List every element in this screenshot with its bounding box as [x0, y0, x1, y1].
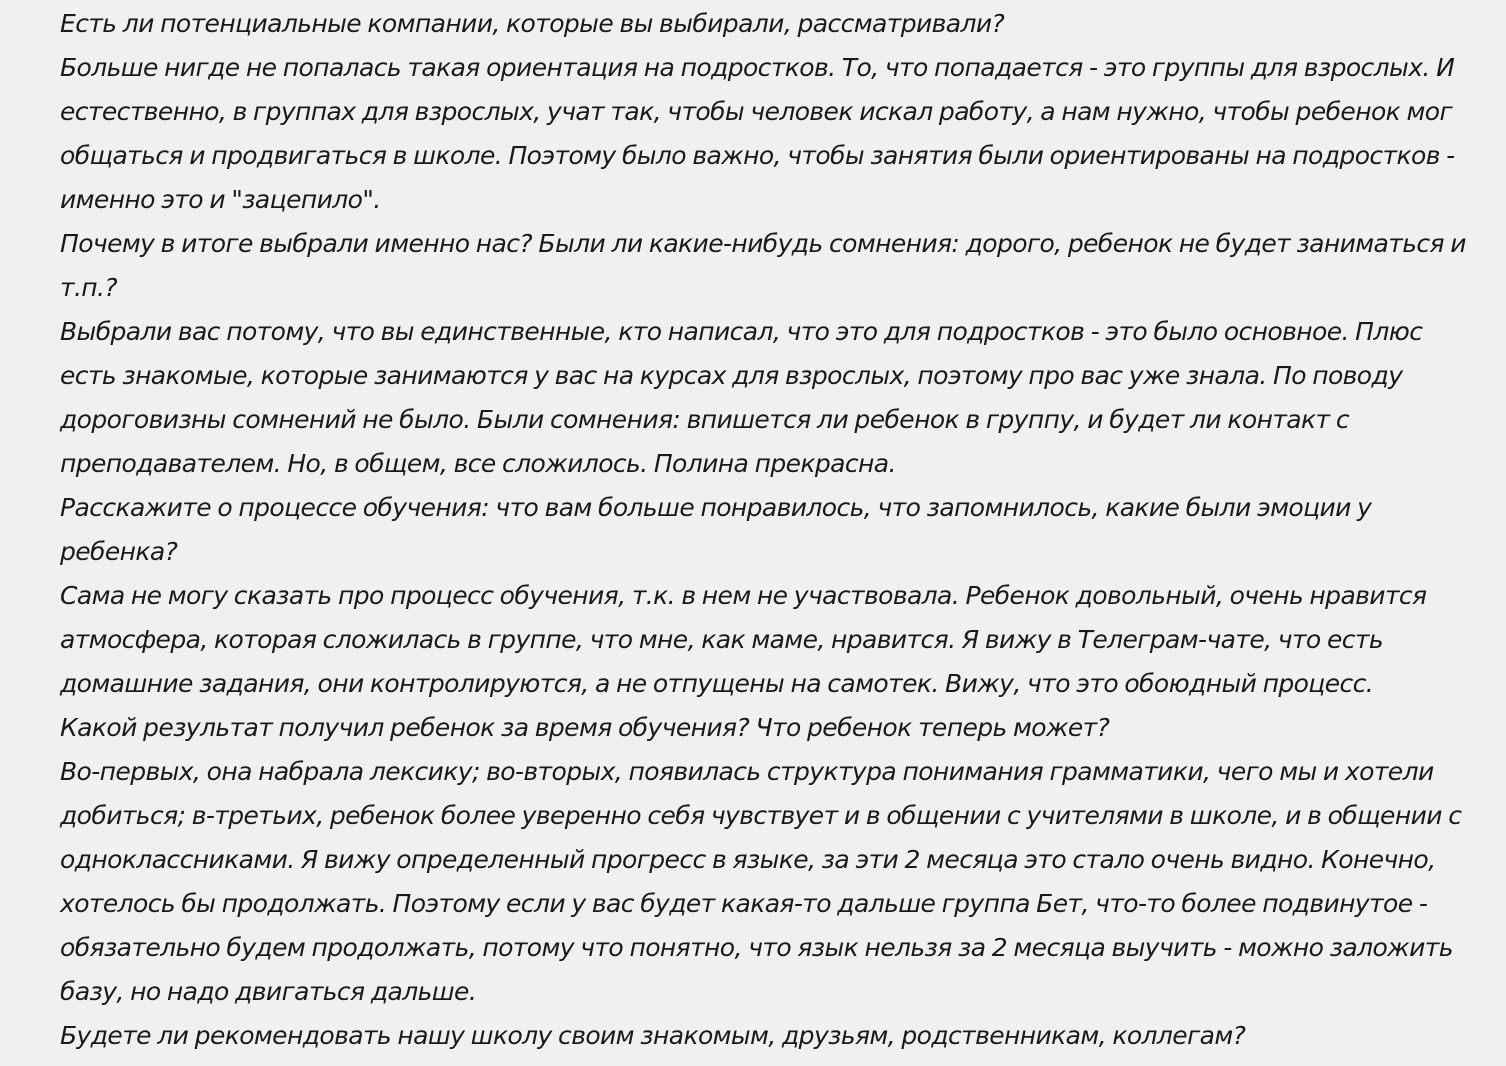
question-text: Какой результат получил ребенок за время обучения? Что ребенок теперь может? — [60, 713, 1110, 742]
answer-text: Сама не могу сказать про процесс обучения, т.к. в нем не участвовала. Ребенок довольный, очень нравится атмосфера, которая сложилась в группе, что мне, как маме, нравится. Я вижу в Телеграм-чате, что есть домашние задания, они контролируются, а не отпущены на самотек. Вижу, что это обоюдный процесс. — [60, 581, 1427, 698]
answer-text: Выбрали вас потому, что вы единственные, кто написал, что это для подростков - это было основное. Плюс есть знакомые, которые занимаются у вас на курсах для взрослых, поэтому про вас уже знала. По поводу дороговизны сомнений не было. Были сомнения: впишется ли ребенок в группу, и будет ли контакт с преподавателем. Но, в общем, все сложилось. Полина прекрасна. — [60, 317, 1423, 478]
question-text: Есть ли потенциальные компании, которые вы выбирали, рассматривали? — [60, 9, 1005, 38]
answer-text: Во-первых, она набрала лексику; во-вторых, появилась структура понимания грамматики, чего мы и хотели добиться; в-третьих, ребенок более уверенно себя чувствует и в общении с учителями в школе, и в общении с одноклассниками. Я вижу определенный прогресс в языке, за эти 2 месяца это стало очень видно. Конечно, хотелось бы продолжать. Поэтому если у вас будет какая-то дальше группа Бет, что-то более подвинутое - обязательно будем продолжать, потому что понятно, что язык нельзя за 2 месяца выучить - можно заложить базу, но надо двигаться дальше. — [60, 757, 1462, 1006]
answer-text: Больше нигде не попалась такая ориентация на подростков. То, что попадается - это группы для взрослых. И естественно, в группах для взрослых, учат так, чтобы человек искал работу, а нам нужно, чтобы ребенок мог общаться и продвигаться в школе. Поэтому было важно, чтобы занятия были ориентированы на подростков - именно это и "зацепило". — [60, 53, 1455, 214]
question-text: Расскажите о процессе обучения: что вам больше понравилось, что запомнилось, какие были эмоции у ребенка? — [60, 493, 1372, 566]
question-text: Будете ли рекомендовать нашу школу своим знакомым, друзьям, родственникам, коллегам? — [60, 1021, 1246, 1050]
question-text: Почему в итоге выбрали именно нас? Были ли какие-нибудь сомнения: дорого, ребенок не будет заниматься и т.п.? — [60, 229, 1466, 302]
